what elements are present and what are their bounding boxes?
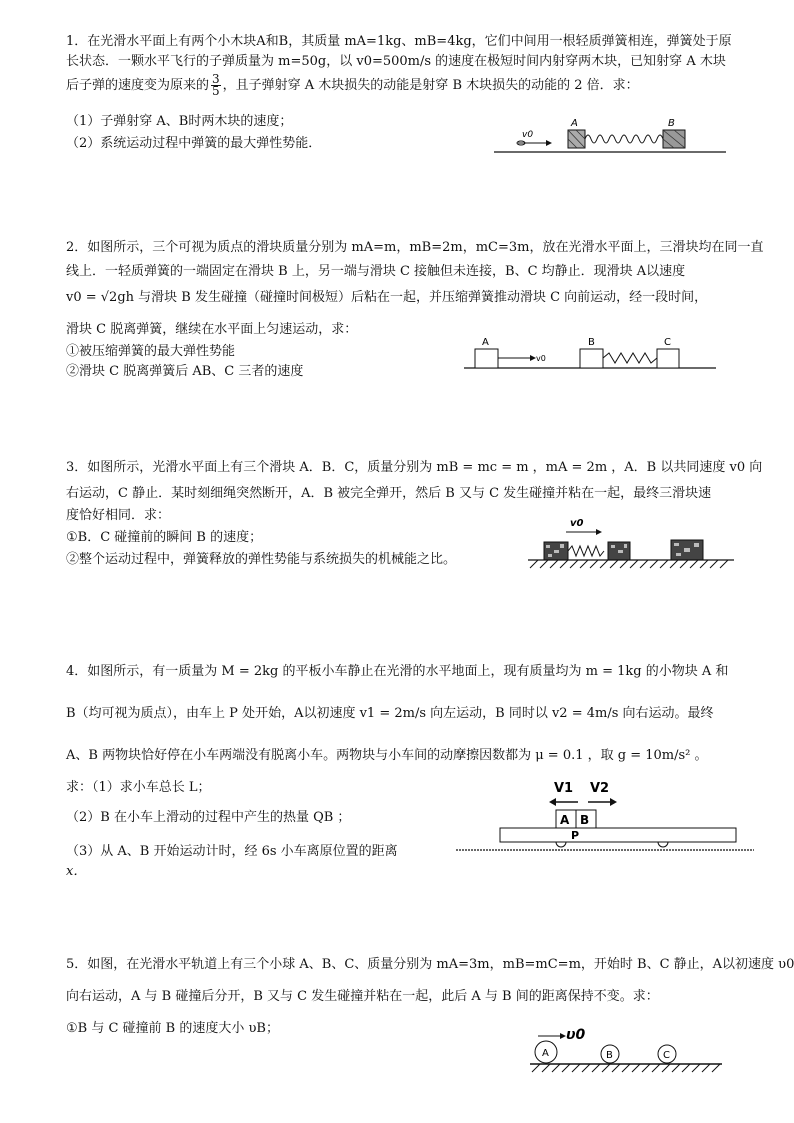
q3-line-1: 3．如图所示，光滑水平面上有三个滑块 A．B．C，质量分别为 mB = mc = m ，mA = 2m ，A．B 以共同速度 v0 向 bbox=[66, 460, 763, 475]
q4-fig-v1: V1 bbox=[554, 781, 574, 796]
q3-line-3: 度恰好相同．求： bbox=[66, 508, 171, 523]
q1-frac-num: 3 bbox=[212, 72, 220, 86]
q1-spring bbox=[585, 135, 663, 143]
q1-sub-1: （1）子弹射穿 A、B时两木块的速度； bbox=[66, 114, 293, 129]
q4-v1-arrowhead bbox=[549, 798, 556, 806]
q4-wheel-left bbox=[556, 842, 566, 847]
q4-fig-b: B bbox=[580, 813, 590, 827]
q1-fig-v0: v0 bbox=[522, 130, 534, 140]
q2-fig-c: C bbox=[664, 337, 671, 348]
q5-fig-v0: υ0 bbox=[566, 1027, 586, 1043]
q5-fig-c: C bbox=[663, 1050, 670, 1061]
q5-figure bbox=[526, 1022, 726, 1080]
q5-line-1: 5．如图，在光滑水平轨道上有三个小球 A、B、C、质量分别为 mA=3m，mB=mC=m，开始时 B、C 静止，A以初速度 υ0 bbox=[66, 957, 794, 972]
q1-arrowhead bbox=[546, 140, 552, 146]
q5-line-2: 向右运动，A 与 B 碰撞后分开，B 又与 C 发生碰撞并粘在一起，此后 A 与 B 间的距离保持不变。求： bbox=[66, 989, 659, 1004]
q2-line-1: 2．如图所示，三个可视为质点的滑块质量分别为 mA=m，mB=2m，mC=3m，放在光滑水平面上，三滑块均在同一直 bbox=[66, 240, 764, 255]
q2-sub-2: ②滑块 C 脱离弹簧后 AB、C 三者的速度 bbox=[66, 364, 304, 379]
q4-sub-2: （2）B 在小车上滑动的过程中产生的热量 QB ； bbox=[66, 810, 351, 825]
q4-fig-p: P bbox=[571, 829, 580, 842]
q4-figure bbox=[452, 776, 758, 860]
q2-sub-1: ①被压缩弹簧的最大弹性势能 bbox=[66, 344, 236, 359]
q1-fig-a: A bbox=[571, 118, 578, 129]
q1-line-1: 1．在光滑水平面上有两个小木块A和B，其质量 mA=1kg、mB=4kg，它们中间用一根轻质弹簧相连，弹簧处于原 bbox=[66, 34, 732, 49]
q3-arrowhead bbox=[596, 529, 602, 535]
q4-sub-1: 求：（1）求小车总长 L； bbox=[66, 780, 211, 795]
q5-fig-a: A bbox=[542, 1048, 549, 1059]
q4-fig-v2: V2 bbox=[590, 781, 610, 796]
q3-sub-2: ②整个运动过程中，弹簧释放的弹性势能与系统损失的机械能之比。 bbox=[66, 552, 457, 567]
q1-fig-b: B bbox=[668, 118, 675, 129]
q1-frac-den: 5 bbox=[212, 84, 220, 98]
q5-track-hatch bbox=[532, 1064, 720, 1072]
q3-line-2: 右运动，C 静止．某时刻细绳突然断开，A．B 被完全弹开，然后 B 又与 C 发生碰撞并粘在一起，最终三滑块速 bbox=[66, 486, 712, 501]
q2-line-4: 滑块 C 脱离弹簧，继续在水平面上匀速运动，求： bbox=[66, 322, 358, 337]
q2-fig-v0: v0 bbox=[536, 354, 546, 363]
q5-fig-b: B bbox=[606, 1050, 613, 1061]
q1-line-3a: 后子弹的速度变为原来的 bbox=[66, 78, 210, 93]
q3-sub-1: ①B．C 碰撞前的瞬间 B 的速度； bbox=[66, 530, 263, 545]
q2-spring bbox=[603, 353, 657, 363]
q2-fig-a: A bbox=[482, 337, 489, 348]
q5-sub-1: ①B 与 C 碰撞前 B 的速度大小 υB； bbox=[66, 1021, 279, 1036]
q1-sub-2: （2）系统运动过程中弹簧的最大弹性势能． bbox=[66, 136, 322, 151]
q3-ground-hatch bbox=[530, 560, 728, 568]
q2-block-a bbox=[475, 349, 498, 368]
q3-figure bbox=[526, 514, 736, 574]
q4-line-2: B（均可视为质点），由车上 P 处开始，A以初速度 v1 = 2m/s 向左运动，B 同时以 v2 = 4m/s 向右运动。最终 bbox=[66, 706, 714, 721]
q4-v2-arrowhead bbox=[610, 798, 617, 806]
q1-line-3 bbox=[66, 74, 639, 98]
q1-fraction bbox=[211, 74, 221, 97]
q4-line-1: 4．如图所示，有一质量为 M = 2kg 的平板小车静止在光滑的水平地面上，现有质量均为 m = 1kg 的小物块 A 和 bbox=[66, 664, 729, 679]
q2-fig-b: B bbox=[588, 337, 595, 348]
q3-spring bbox=[568, 546, 604, 556]
q1-line-3b: ，且子弹射穿 A 木块损失的动能是射穿 B 木块损失的动能的 2 倍．求： bbox=[222, 78, 639, 93]
q4-sub-3: （3）从 A、B 开始运动计时，经 6s 小车离原位置的距离 bbox=[66, 844, 398, 859]
q1-figure bbox=[490, 112, 730, 158]
q2-line-2: 线上．一轻质弹簧的一端固定在滑块 B 上，另一端与滑块 C 接触但未连接，B、C 均静止．现滑块 A以速度 bbox=[66, 264, 686, 279]
q2-block-c bbox=[657, 349, 679, 368]
q3-fig-v0: v0 bbox=[570, 518, 584, 529]
q2-figure bbox=[460, 330, 720, 372]
q2-block-b bbox=[580, 349, 603, 368]
q4-cart-board bbox=[500, 828, 736, 842]
q2-line-3: v0 = √2gh 与滑块 B 发生碰撞（碰撞时间极短）后粘在一起，并压缩弹簧推动滑块 C 向前运动，经一段时间， bbox=[66, 290, 708, 305]
q4-sub-3b: x． bbox=[66, 864, 87, 879]
q1-line-2: 长状态．一颗水平飞行的子弹质量为 m=50g，以 v0=500m/s 的速度在极短时间内射穿两木块，已知射穿 A 木块 bbox=[66, 54, 726, 69]
q4-wheel-right bbox=[658, 842, 668, 847]
q4-line-3: A、B 两物块恰好停在小车两端没有脱离小车。两物块与小车间的动摩擦因数都为 μ = 0.1 ，取 g = 10m/s² 。 bbox=[66, 748, 708, 763]
q4-fig-a: A bbox=[560, 813, 570, 827]
